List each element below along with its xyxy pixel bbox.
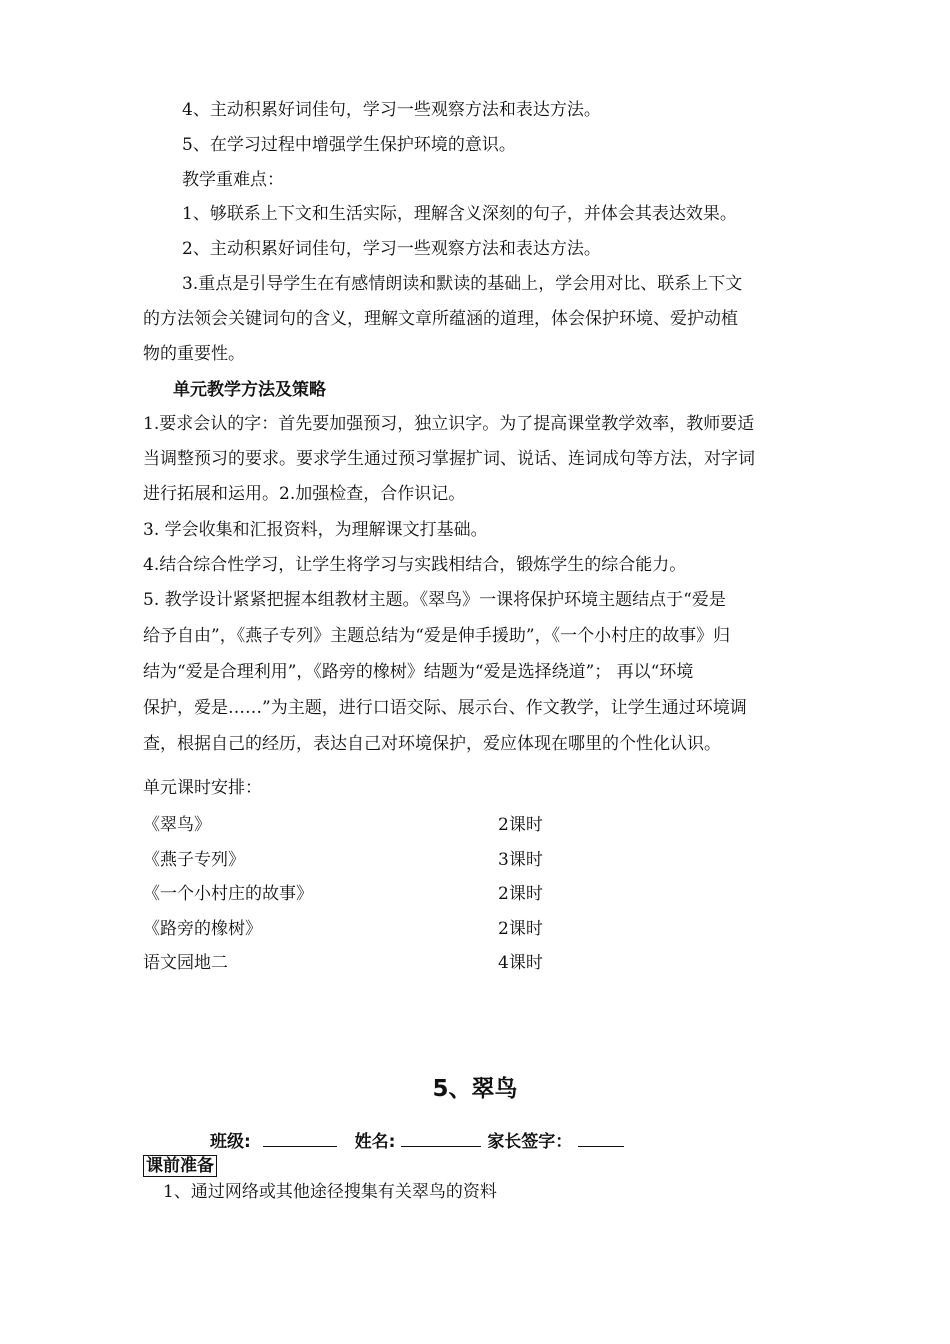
- schedule-lesson: 《翠鸟》: [143, 815, 211, 835]
- schedule-heading: 单元课时安排：: [143, 778, 262, 798]
- prep-label: 课前准备: [143, 1155, 217, 1177]
- method-5-line1: 5. 教学设计紧紧把握本组教材主题。《翠鸟》一课将保护环境主题结点于“爱是: [143, 590, 726, 610]
- method-1-line3: 进行拓展和运用。2.加强检查，合作识记。: [143, 484, 466, 504]
- schedule-hours: 2课时: [498, 815, 543, 835]
- key-point-3-line2: 的方法领会关键词句的含义，理解文章所蕴涵的道理，体会保护环境、爱护动植: [143, 309, 738, 329]
- name-blank[interactable]: [401, 1128, 481, 1147]
- schedule-lesson: 语文园地二: [143, 953, 228, 973]
- student-info-row: [210, 1128, 624, 1154]
- parent-signature-label: 家长签字：: [487, 1132, 573, 1152]
- method-1-line1: 1.要求会认的字：首先要加强预习，独立识字。为了提高课堂教学效率，教师要适: [143, 414, 755, 434]
- schedule-table: [143, 808, 643, 981]
- lesson-title: 5、翠鸟: [432, 1076, 518, 1102]
- schedule-hours: 2课时: [498, 884, 543, 904]
- schedule-row: [143, 912, 643, 947]
- method-3: 3. 学会收集和汇报资料，为理解课文打基础。: [143, 520, 488, 540]
- name-label: 姓名:: [354, 1132, 396, 1152]
- methods-heading: 单元教学方法及策略: [173, 380, 326, 400]
- goal-4: 4、主动积累好词佳句，学习一些观察方法和表达方法。: [182, 100, 601, 120]
- schedule-row: [143, 946, 643, 981]
- schedule-lesson: 《一个小村庄的故事》: [143, 884, 313, 904]
- method-5-line3: 结为“爱是合理利用”，《路旁的橡树》结题为“爱是选择绕道”； 再以“环境: [143, 662, 694, 682]
- schedule-hours: 3课时: [498, 849, 543, 870]
- schedule-lesson: 《燕子专列》: [143, 849, 245, 870]
- schedule-hours: 2课时: [498, 918, 543, 939]
- schedule-row: [143, 877, 643, 912]
- key-points-heading: 教学重难点：: [182, 170, 284, 190]
- prep-item-1: 1、通过网络或其他途径搜集有关翠鸟的资料: [163, 1182, 497, 1202]
- parent-signature-blank[interactable]: [578, 1128, 624, 1147]
- method-4: 4.结合综合性学习，让学生将学习与实践相结合，锻炼学生的综合能力。: [143, 555, 687, 575]
- schedule-lesson: 《路旁的橡树》: [143, 918, 262, 939]
- prep-heading: [143, 1154, 217, 1178]
- key-point-1: 1、够联系上下文和生活实际，理解含义深刻的句子，并体会其表达效果。: [182, 204, 737, 224]
- goal-5: 5、在学习过程中增强学生保护环境的意识。: [182, 135, 516, 155]
- method-1-line2: 当调整预习的要求。要求学生通过预习掌握扩词、说话、连词成句等方法，对字词: [143, 449, 755, 469]
- key-point-3-line3: 物的重要性。: [143, 344, 245, 364]
- method-5-line2: 给予自由”，《燕子专列》主题总结为“爱是伸手援助”，《一个小村庄的故事》归: [143, 626, 731, 646]
- method-5-line5: 查，根据自己的经历，表达自己对环境保护，爱应体现在哪里的个性化认识。: [143, 734, 721, 754]
- class-blank[interactable]: [263, 1128, 337, 1147]
- key-point-3-line1: 3.重点是引导学生在有感情朗读和默读的基础上，学会用对比、联系上下文: [182, 274, 743, 294]
- schedule-row: [143, 843, 643, 878]
- schedule-hours: 4课时: [498, 953, 543, 973]
- class-label: 班级:: [210, 1132, 251, 1152]
- method-5-line4: 保护，爱是……”为主题，进行口语交际、展示台、作文教学，让学生通过环境调: [143, 698, 747, 718]
- schedule-row: [143, 808, 643, 843]
- key-point-2: 2、主动积累好词佳句，学习一些观察方法和表达方法。: [182, 239, 601, 259]
